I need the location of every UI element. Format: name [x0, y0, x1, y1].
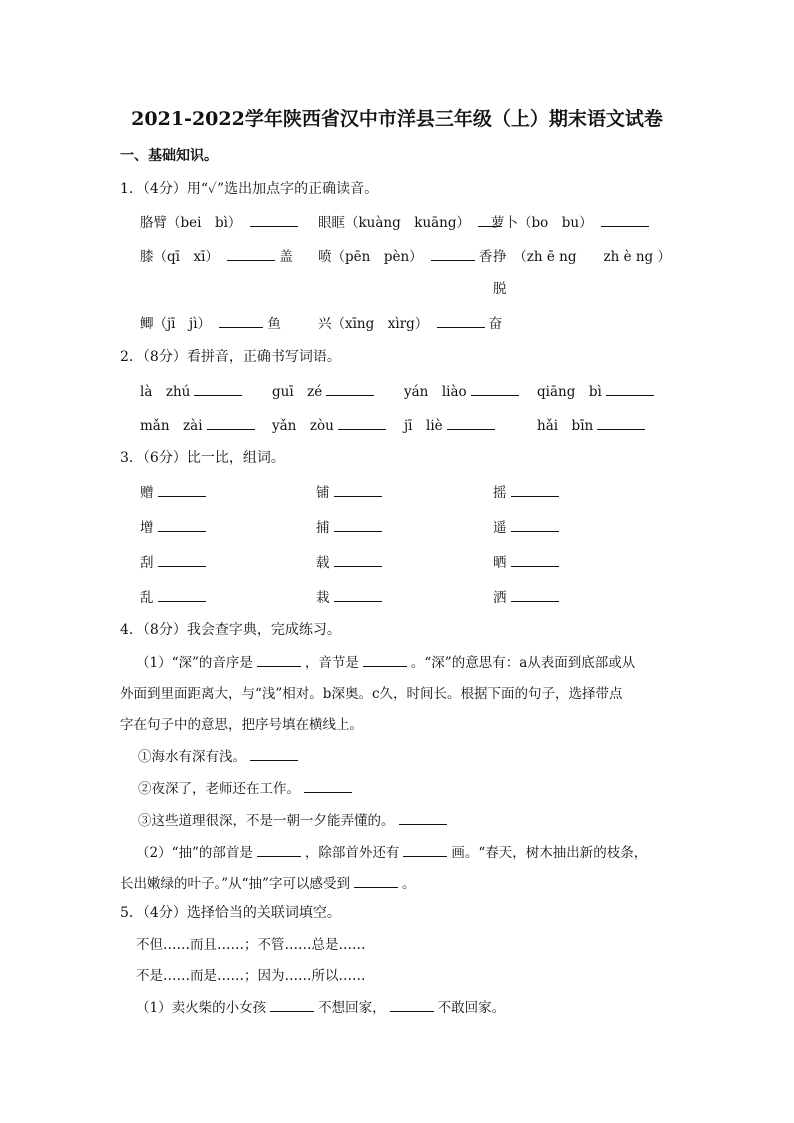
q3-item [140, 586, 210, 606]
question-3-stem: 3．（6分）比一比，组词。 [120, 450, 285, 466]
pinyin: là zhú [140, 384, 191, 400]
answer-blank[interactable] [511, 517, 559, 532]
q5-options: 不但……而且……；不管……总是…… [136, 937, 366, 953]
answer-blank[interactable] [270, 997, 314, 1012]
q2-item [272, 380, 378, 400]
char: 增 [140, 520, 154, 536]
q1-item [318, 211, 506, 231]
char: 刮 [140, 555, 154, 571]
answer-blank[interactable] [257, 842, 301, 857]
q4-part2-line2 [120, 872, 415, 892]
answer-blank[interactable] [354, 873, 398, 888]
text: （2）“抽”的部首是 [136, 845, 253, 861]
q3-item [316, 516, 386, 536]
text: ③这些道理很深，不是一朝一夕能弄懂的。 [138, 813, 395, 829]
char: 洒 [493, 590, 507, 606]
q3-item [140, 481, 210, 501]
q1-word: 喷（pēn pèn） [318, 249, 423, 265]
answer-blank[interactable] [334, 517, 382, 532]
q1-word: 鲫（jī jì） [140, 316, 212, 332]
q2-item [537, 380, 658, 400]
answer-blank[interactable] [250, 212, 298, 227]
q1-item [491, 211, 653, 231]
q3-item [140, 516, 210, 536]
q4-sentence [138, 809, 451, 829]
answer-blank[interactable] [511, 552, 559, 567]
q1-word: 挣 （zh ē ng zh è ng ） [493, 249, 671, 265]
q5-sentence [136, 996, 505, 1016]
q3-item [493, 551, 563, 571]
answer-blank[interactable] [334, 587, 382, 602]
q1-suffix: 鱼 [267, 316, 281, 332]
q2-item [404, 380, 523, 400]
text: ，除部首外还有 [304, 845, 400, 861]
pinyin: yán liào [404, 384, 467, 400]
q3-item [493, 481, 563, 501]
q1-word: 萝卜（bo bu） [491, 215, 593, 231]
q2-item [140, 414, 259, 434]
text: 不想回家， [318, 1000, 386, 1016]
q1-item [140, 211, 302, 231]
answer-blank[interactable] [158, 482, 206, 497]
question-5-stem: 5．（4分）选择恰当的关联词填空。 [120, 905, 341, 921]
answer-blank[interactable] [363, 652, 407, 667]
text: （1）“深”的音序是 [136, 655, 253, 671]
pinyin: guī zé [272, 384, 323, 400]
q1-word: 兴（xīng xìrg） [318, 316, 429, 332]
pinyin: yǎn zòu [272, 418, 334, 434]
q3-item [316, 586, 386, 606]
q1-suffix: 盖 [279, 249, 293, 265]
answer-blank[interactable] [326, 381, 374, 396]
text: ②夜深了，老师还在工作。 [138, 781, 300, 797]
q1-word: 膝（qī xī） [140, 249, 219, 265]
q1-suffix: 脱 [493, 281, 507, 297]
text: ①海水有深有浅。 [138, 749, 246, 765]
answer-blank[interactable] [403, 842, 447, 857]
char: 晒 [493, 555, 507, 571]
answer-blank[interactable] [334, 482, 382, 497]
answer-blank[interactable] [334, 552, 382, 567]
q1-item [140, 312, 281, 332]
char: 遥 [493, 520, 507, 536]
q3-item [316, 551, 386, 571]
text: （1）卖火柴的小女孩 [136, 1000, 267, 1016]
answer-blank[interactable] [471, 381, 519, 396]
page-title: 2021-2022学年陕西省汉中市洋县三年级（上）期末语文试卷 [131, 108, 663, 130]
answer-blank[interactable] [207, 415, 255, 430]
question-4-stem: 4．（8分）我会查字典，完成练习。 [120, 622, 341, 638]
answer-blank[interactable] [399, 810, 447, 825]
char: 赠 [140, 485, 154, 501]
q3-item [493, 516, 563, 536]
q4-part1-line2: 外面到里面距离大，与“浅”相对。b深奥。c久，时间长。根据下面的句子，选择带点 [120, 686, 623, 702]
question-1-stem: 1．（4分）用“✓”选出加点字的正确读音。 [120, 181, 379, 197]
q1-suffix: 奋 [488, 316, 503, 332]
char: 乱 [140, 590, 154, 606]
answer-blank[interactable] [437, 313, 485, 328]
answer-blank[interactable] [511, 482, 559, 497]
text: 画。“春天，树木抽出新的枝条， [451, 845, 648, 861]
pinyin: qiāng bì [537, 384, 602, 400]
section-heading: 一、基础知识。 [120, 148, 218, 164]
answer-blank[interactable] [158, 517, 206, 532]
question-2-stem: 2．（8分）看拼音，正确书写词语。 [120, 349, 341, 365]
char: 载 [316, 555, 330, 571]
text: ，音节是 [304, 655, 359, 671]
answer-blank[interactable] [250, 746, 298, 761]
answer-blank[interactable] [431, 246, 475, 261]
q1-suffix: 香 [478, 249, 493, 265]
answer-blank[interactable] [158, 587, 206, 602]
char: 摇 [493, 485, 507, 501]
q4-sentence [138, 777, 356, 797]
q1-item [318, 312, 502, 332]
answer-blank[interactable] [390, 997, 434, 1012]
q1-word: 胳臂（bei bì） [140, 215, 242, 231]
answer-blank[interactable] [447, 415, 495, 430]
answer-blank[interactable] [338, 415, 386, 430]
char: 栽 [316, 590, 330, 606]
answer-blank[interactable] [597, 415, 645, 430]
answer-blank[interactable] [606, 381, 654, 396]
q3-item [140, 551, 210, 571]
answer-blank[interactable] [219, 313, 263, 328]
answer-blank[interactable] [304, 778, 352, 793]
pinyin: mǎn zài [140, 418, 203, 434]
q4-part2-line1 [136, 841, 647, 861]
pinyin: jī liè [404, 418, 443, 434]
q2-item [537, 414, 649, 434]
q5-options: 不是……而是……；因为……所以…… [136, 968, 366, 984]
answer-blank[interactable] [227, 246, 275, 261]
q3-item [316, 481, 386, 501]
pinyin: hǎi bīn [537, 418, 594, 434]
text: 长出嫩绿的叶子。”从“抽”字可以感受到 [120, 876, 350, 892]
q4-sentence [138, 745, 302, 765]
q1-item [318, 245, 492, 265]
q2-item [272, 414, 390, 434]
text: 。“深”的意思有：a从表面到底部或从 [410, 655, 636, 671]
text: 不敢回家。 [437, 1000, 506, 1016]
q2-item [404, 414, 499, 434]
answer-blank[interactable] [511, 587, 559, 602]
text: 。 [401, 876, 416, 892]
char: 捕 [316, 520, 330, 536]
q2-item [140, 380, 246, 400]
q3-item [493, 586, 563, 606]
answer-blank[interactable] [257, 652, 301, 667]
answer-blank[interactable] [601, 212, 649, 227]
answer-blank[interactable] [194, 381, 242, 396]
q1-word: 眼眶（kuàng kuāng） [318, 215, 471, 231]
q4-part1-line1 [136, 651, 635, 671]
answer-blank[interactable] [158, 552, 206, 567]
q4-part1-line3: 字在句子中的意思，把序号填在横线上。 [120, 717, 363, 733]
q1-item [140, 245, 293, 265]
char: 铺 [316, 485, 330, 501]
